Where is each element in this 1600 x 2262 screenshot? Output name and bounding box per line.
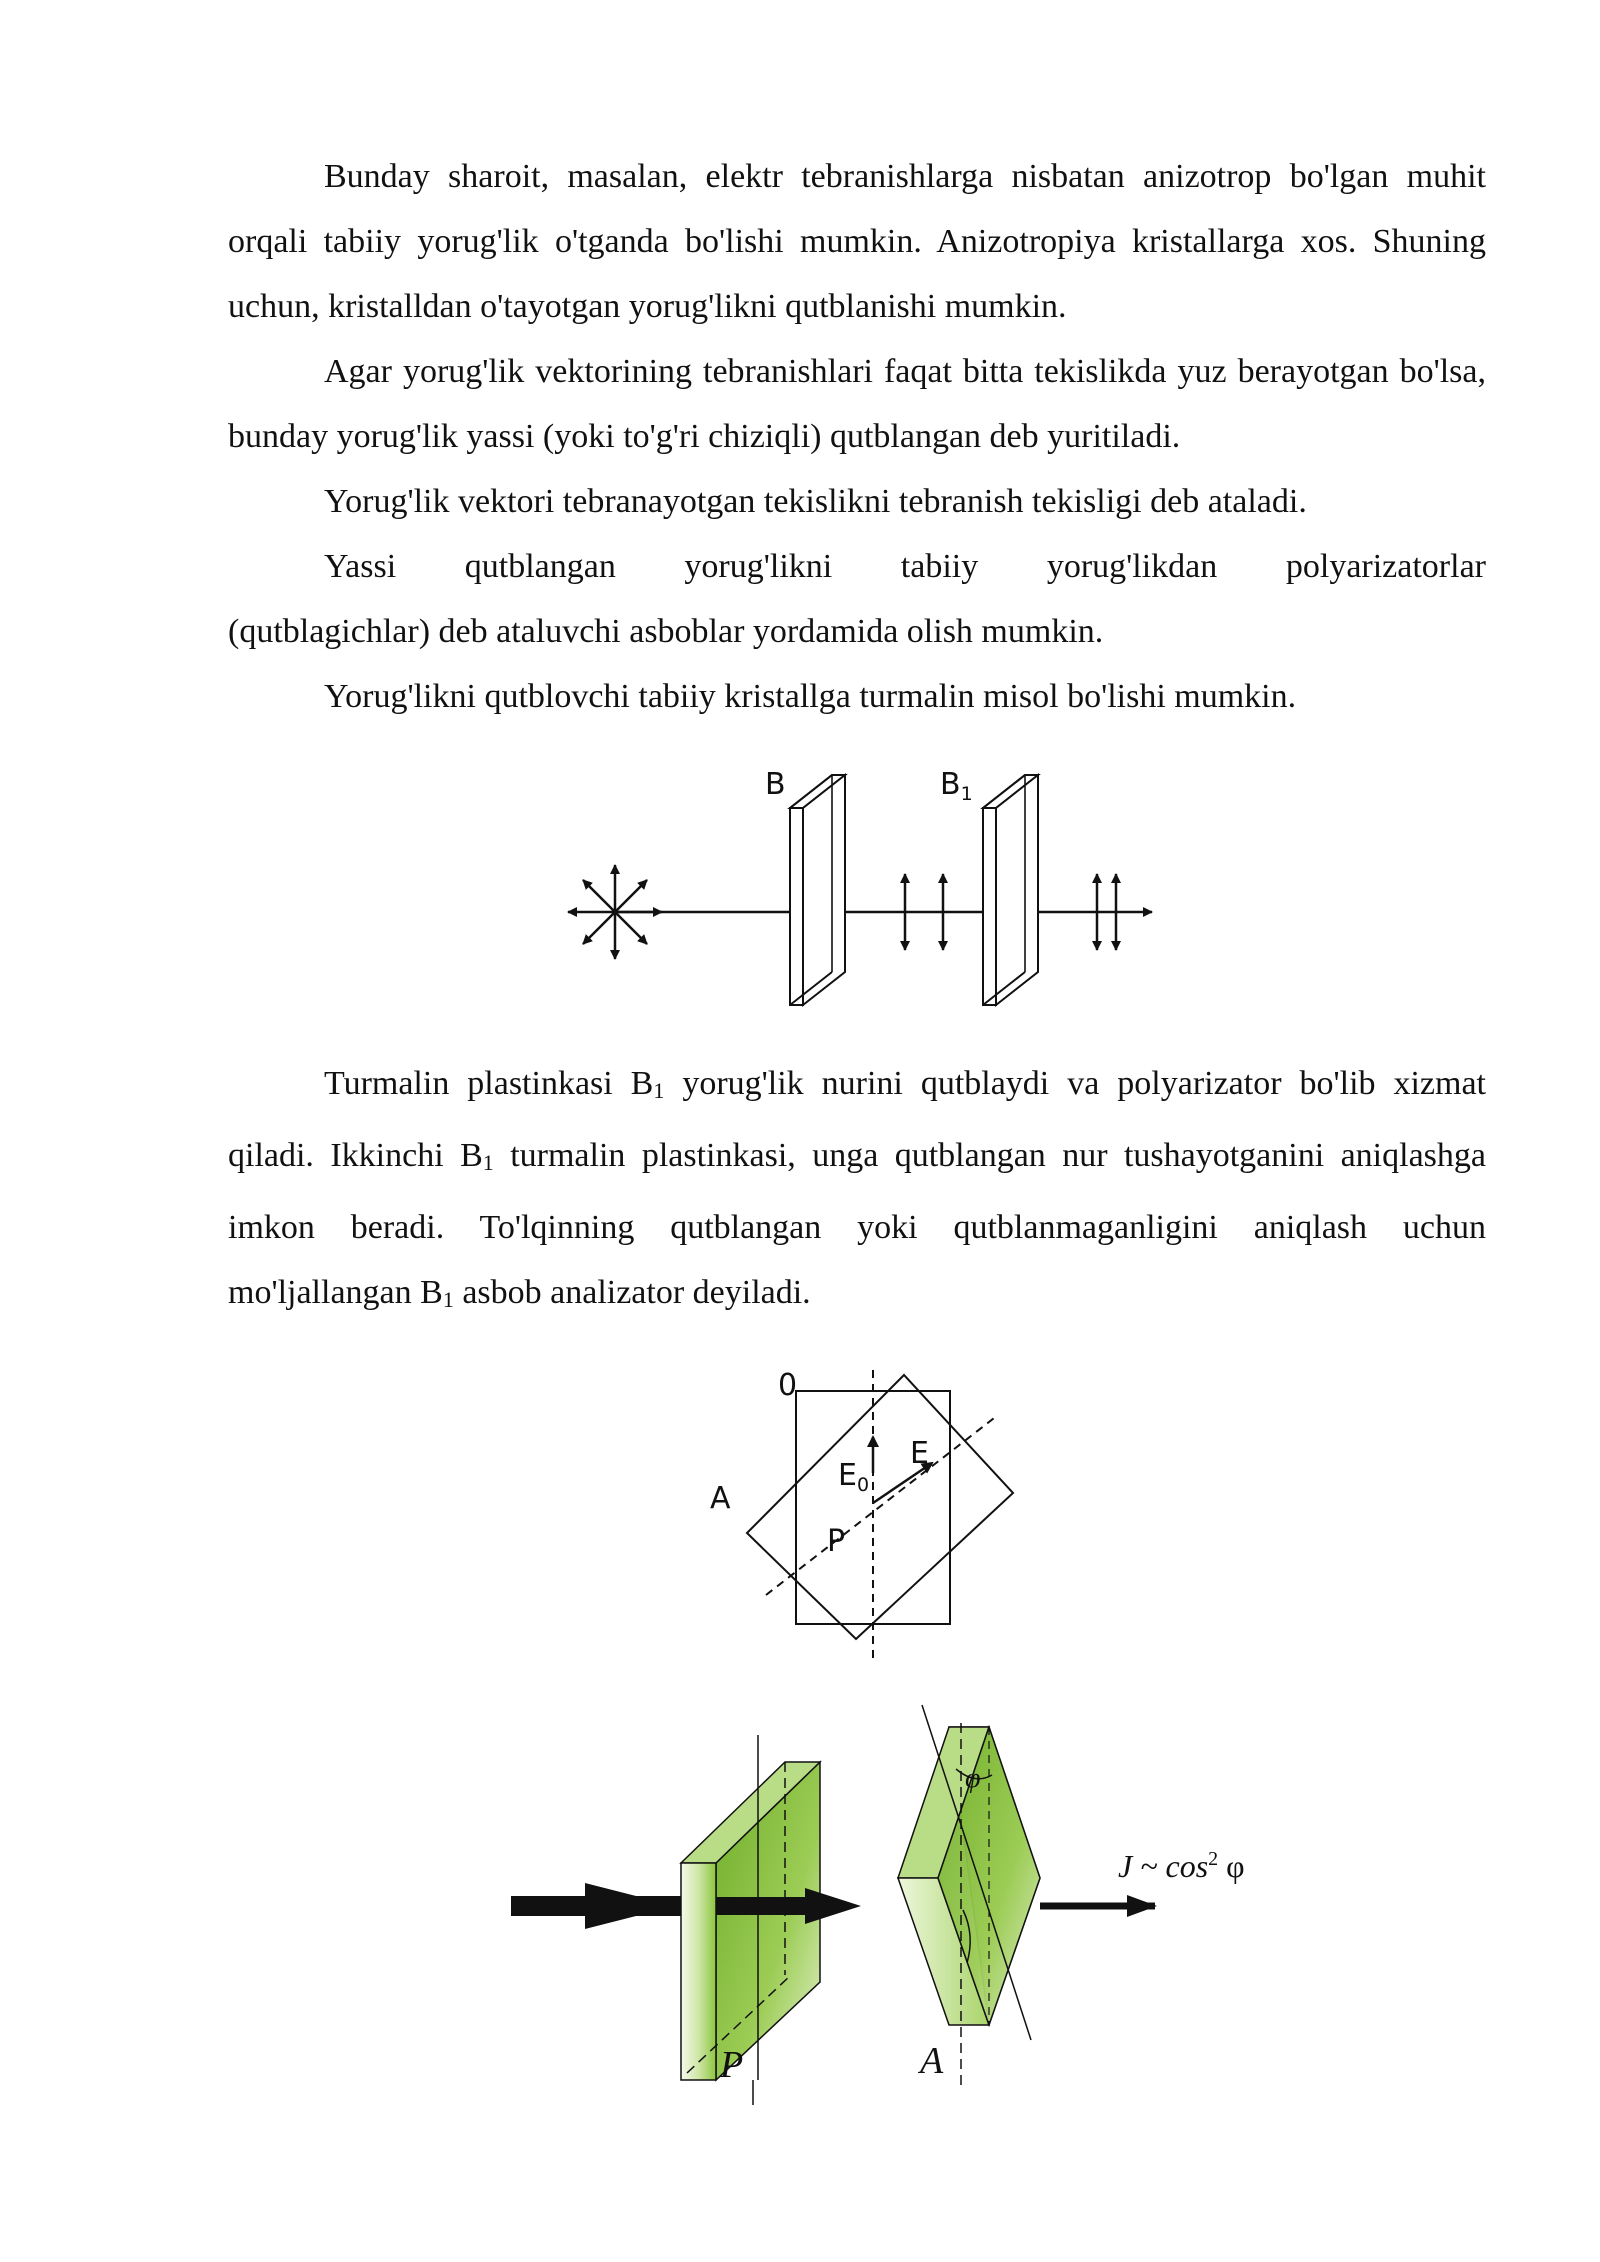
label-p: P [720, 2044, 744, 2086]
label-phi: φ [965, 1763, 981, 1794]
polarizer-frame [796, 1391, 950, 1624]
analyzer-a [898, 1705, 1040, 2085]
label-a: A [710, 1481, 731, 1516]
plate-b [790, 775, 845, 1005]
paragraph: Yassi qutblangan yorug'likni tabiiy yorug'likdan polyarizatorlar [324, 548, 1486, 585]
label-b: B [765, 767, 786, 802]
label-p: P [827, 1524, 846, 1559]
label-b1: $B_1$ [940, 767, 973, 805]
plate-b1 [983, 775, 1038, 1005]
paragraph: Yorug'lik vektori tebranayotgan tekislikni tebranish tekisligi deb ataladi. [324, 483, 1307, 520]
polarizer-p [681, 1735, 820, 2105]
paragraph: Yorug'likni qutblovchi tabiiy kristallga turmalin misol bo'lishi mumkin. [324, 678, 1297, 715]
malus-law-illustration [505, 1705, 1265, 2105]
paragraph: Bunday sharoit, masalan, elektr tebranishlarga nisbatan anizotrop bo'lgan muhit orqali tabiiy yorug'lik o'tganda bo'lishi mumkin. Anizotropiya kristallarga xos. Shuning uchun, kristalldan o'tayotgan yorug'likni qutblanishi mumkin. [228, 158, 1486, 325]
bottom-text [228, 1051, 1486, 1332]
diagonal-axis [766, 1415, 998, 1595]
paragraph: Agar yorug'lik vektorining tebranishlari faqat bitta tekislikda yuz berayotgan bo'lsa, bunday yorug'lik yassi (yoki to'g'ri chiziqli) qutblangan deb yuritiladi. [228, 353, 1486, 455]
paragraph: Turmalin plastinkasi B1 yorug'lik nurini qutblaydi va polyarizator bo'lib xizmat qiladi. Ikkinchi B1 turmalin plastinkasi, unga qutblangan nur tushayotganini aniqlashga imkon beradi. To'lqinning qutblangan yoki qutblanmaganligini aniqlash uchun mo'ljallangan B1 asbob analizator deyiladi. [228, 1065, 1487, 1312]
label-e0: $E_0$ [838, 1458, 870, 1496]
malus-formula: J ~ $\cos^2 \varphi$ [1118, 1848, 1245, 1884]
polarizer-analyzer-diagram [540, 760, 1180, 1030]
label-o: 0 [778, 1368, 798, 1403]
label-e: E [910, 1436, 929, 1471]
paragraph: (qutblagichlar) deb ataluvchi asboblar yordamida olish mumkin. [228, 613, 1104, 650]
label-a: A [920, 2040, 944, 2082]
malus-vector-diagram [700, 1355, 1030, 1675]
top-text [228, 144, 1486, 729]
incident-beam [511, 1883, 681, 1929]
natural-light-star-icon [568, 865, 662, 959]
